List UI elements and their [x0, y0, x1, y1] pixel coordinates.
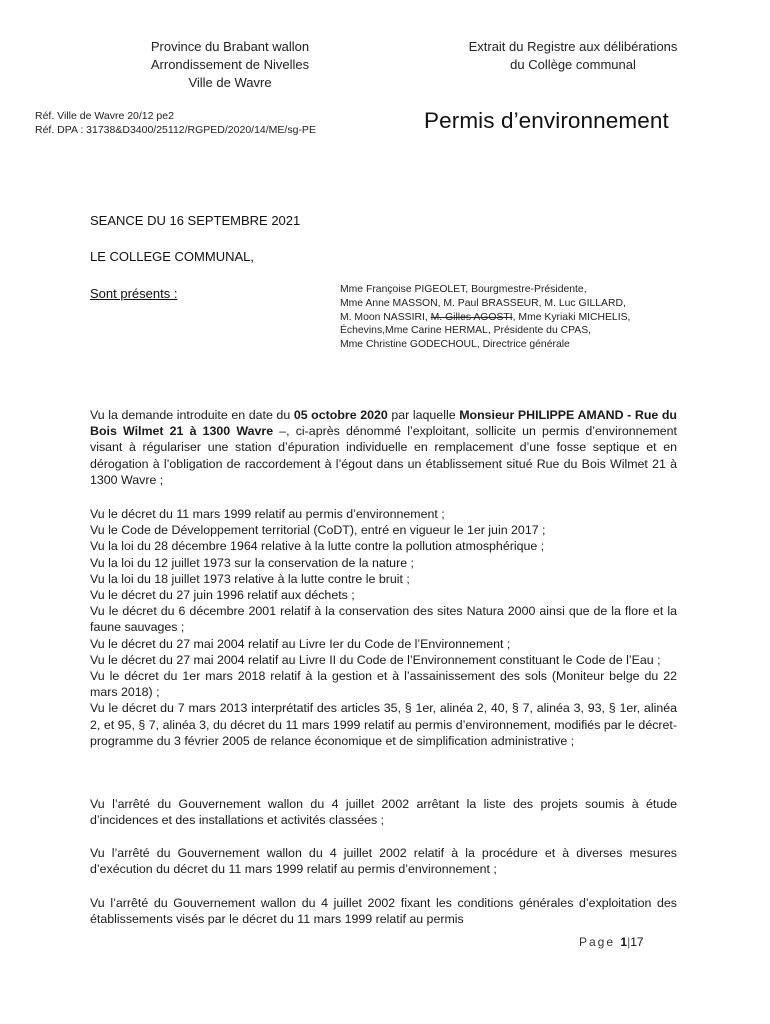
legal-basis-list [90, 506, 677, 749]
legal-basis-item: Vu le décret du 1er mars 2018 relatif à la gestion et à l’assainissement des sols (Moniteur belge du 22 mars 2018) ; [90, 669, 677, 700]
legal-basis-item: Vu le Code de Développement territorial (CoDT), entré en vigueur le 1er juin 2017 ; [90, 523, 546, 538]
page-separator: | [627, 935, 631, 949]
intro-text: par laquelle [387, 408, 460, 422]
request-paragraph [90, 407, 677, 488]
present-line: Mme Christine GODECHOUL, Directrice générale [340, 339, 570, 351]
page-word: Page [579, 935, 616, 949]
decree-paragraph: Vu l’arrêté du Gouvernement wallon du 4 juillet 2002 relatif à la procédure et à diverses mesures d’exécution du décret du 11 mars 1999 relatif au permis d’environnement ; [90, 846, 677, 877]
references [35, 109, 316, 137]
legal-basis-item: Vu la loi du 18 juillet 1973 relative à la lutte contre le bruit ; [90, 571, 410, 586]
legal-basis-item: Vu le décret du 27 juin 1996 relatif aux déchets ; [90, 588, 355, 603]
issuer-arrondissement: Arrondissement de Nivelles [150, 57, 310, 72]
legal-basis-item: Vu le décret du 11 mars 1999 relatif au permis d’environnement ; [90, 507, 445, 521]
request-date: 05 octobre 2020 [293, 408, 388, 422]
decree-paragraph: Vu l’arrêté du Gouvernement wallon du 4 juillet 2002 arrêtant la liste des projets soumis à étude d’incidences et des installations et activités classées ; [90, 797, 677, 828]
issuer-block [100, 38, 360, 92]
legal-basis-item: Vu le décret du 7 mars 2013 interprétatif des articles 35, § 1er, alinéa 2, 40, § 7, alinéa 3, 93, § 1er, alinéa 2, et 95, § 7, alinéa 3, du décret du 11 mars 1999 relatif au permis d’environnement, modifiés par le décret-programme du 3 février 2005 de relance économique et de simplification administrative ; [90, 701, 677, 748]
legal-basis-item: Vu le décret du 27 mai 2004 relatif au Livre II du Code de l’Environnement constituant le Code de l’Eau ; [90, 652, 661, 667]
struck-name: M. Gilles AGOSTI [430, 311, 513, 323]
register-line-2: du Collège communal [510, 57, 636, 72]
college-heading: LE COLLEGE COMMUNAL, [90, 249, 254, 264]
register-block [432, 38, 714, 74]
present-line: Mme Anne MASSON, M. Paul BRASSEUR, M. Luc GILLARD, [340, 297, 626, 309]
session-date: SEANCE DU 16 SEPTEMBRE 2021 [90, 213, 301, 228]
present-line: Échevins,Mme Carine HERMAL, Présidente du CPAS, [340, 325, 592, 337]
present-label: Sont présents : [90, 286, 178, 301]
present-line [340, 311, 690, 325]
legal-basis-item: Vu le décret du 6 décembre 2001 relatif à la conservation des sites Natura 2000 ainsi que de la flore et la faune sauvages ; [90, 604, 677, 635]
legal-basis-item: Vu la loi du 12 juillet 1973 sur la conservation de la nature ; [90, 555, 414, 570]
register-line-1: Extrait du Registre aux délibérations [468, 39, 678, 54]
intro-text: –, ci-après dénommé l’exploitant, sollicite un permis d’environnement visant à régulariser une station d’épuration individuelle en remplacement d’une fosse septique et en dérogation à l’obligation de raccordement à l’égout dans un établissement situé Rue du Bois Wilmet 21 à 1300 Wavre ; [90, 424, 677, 487]
decree-paragraph: Vu l’arrêté du Gouvernement wallon du 4 juillet 2002 fixant les conditions générales d’exploitation des établissements visés par le décret du 11 mars 1999 relatif au permis [90, 896, 677, 927]
intro-text: Vu la demande introduite en date du [90, 408, 294, 422]
document-title: Permis d’environnement [424, 108, 669, 133]
present-members-list [340, 283, 690, 352]
present-line: Mme Françoise PIGEOLET, Bourgmestre-Présidente, [340, 284, 587, 295]
ref-ville: Réf. Ville de Wavre 20/12 pe2 [35, 110, 174, 122]
page-number [579, 935, 644, 949]
ref-dpa: Réf. DPA : 31738&D3400/25112/RGPED/2020/14/ME/sg-PE [35, 124, 316, 136]
present-name: M. Moon NASSIRI, [340, 311, 431, 323]
applicant: Monsieur PHILIPPE AMAND - Rue du Bois Wilmet 21 à 1300 Wavre [90, 408, 678, 439]
issuer-city: Ville de Wavre [188, 75, 272, 90]
legal-basis-item: Vu le décret du 27 mai 2004 relatif au Livre Ier du Code de l’Environnement ; [90, 636, 511, 651]
page-total: 17 [630, 935, 644, 949]
page-current: 1 [620, 935, 628, 949]
present-name: , Mme Kyriaki MICHELIS, [512, 311, 631, 323]
legal-basis-item: Vu la loi du 28 décembre 1964 relative à la lutte contre la pollution atmosphérique ; [90, 539, 545, 554]
issuer-province: Province du Brabant wallon [150, 39, 310, 54]
